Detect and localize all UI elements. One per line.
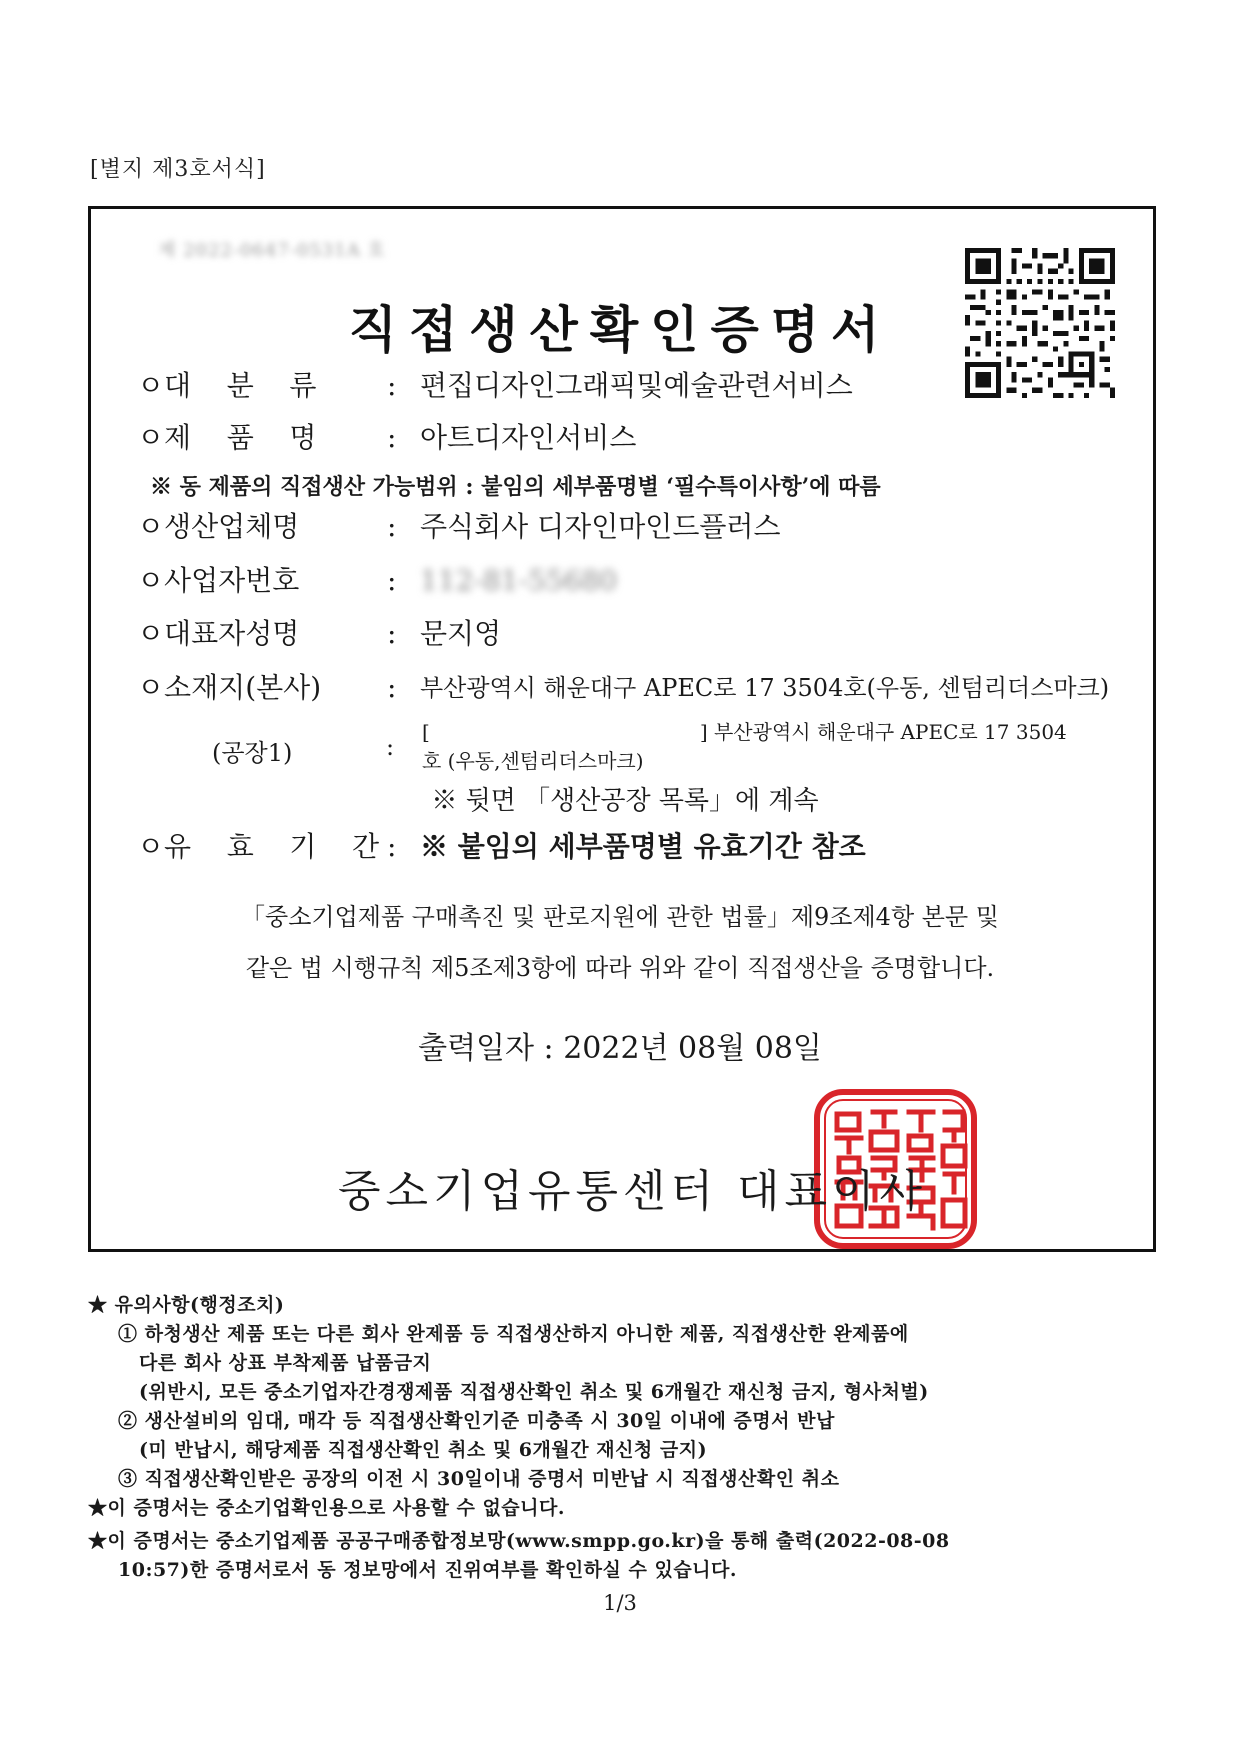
field-colon: : xyxy=(387,369,397,402)
field-colon: : xyxy=(387,564,397,597)
statement-line-1: 「중소기업제품 구매촉진 및 판로지원에 관한 법률」제9조제4항 본문 및 xyxy=(241,903,999,931)
field-value: 부산광역시 해운대구 APEC로 17 3504호(우동, 센텀리더스마크) xyxy=(420,674,1110,702)
factory-label: (공장1) xyxy=(212,739,293,767)
field-label: ㅇ생산업체명 xyxy=(137,510,300,543)
field-label: ㅇ대표자성명 xyxy=(137,617,300,650)
factory-address-line1: 부산광역시 해운대구 APEC로 17 3504 xyxy=(713,720,1067,744)
field-colon: : xyxy=(387,421,397,454)
field-label: ㅇ사업자번호 xyxy=(137,564,300,597)
field-label: ㅇ대 분 류 xyxy=(137,369,317,402)
statement-line-2: 같은 법 시행규칙 제5조제3항에 따라 위와 같이 직접생산을 증명합니다. xyxy=(245,954,995,982)
field-label: ㅇ유 효 기 간 xyxy=(137,830,380,863)
notice-item: 다른 회사 상표 부착제품 납품금지 xyxy=(139,1352,432,1374)
notice-item: (미 반납시, 해당제품 직접생산확인 취소 및 6개월간 재신청 금지) xyxy=(139,1439,708,1461)
business-number-value: 112-81-55680 xyxy=(420,564,618,597)
continued-note: ※ 뒷면 「생산공장 목록」에 계속 xyxy=(431,786,819,816)
field-colon: : xyxy=(387,671,397,704)
star-note: ★이 증명서는 중소기업확인용으로 사용할 수 없습니다. xyxy=(88,1497,565,1519)
validity-value: ※ 붙임의 세부품명별 유효기간 참조 xyxy=(420,830,866,863)
page-number: 1/3 xyxy=(603,1591,637,1615)
factory-address-line2: 호 (우동,센텀리더스마크) xyxy=(422,749,644,773)
notice-item: ① 하청생산 제품 또는 다른 회사 완제품 등 직접생산하지 아니한 제품, 직접생산한 완제품에 xyxy=(118,1323,909,1345)
document-number: 제 2022-0647-0531A 호 xyxy=(158,240,386,261)
field-label: ㅇ소재지(본사) xyxy=(137,671,322,704)
factory-address xyxy=(422,718,1102,776)
certificate-title: 직접생산확인증명서 xyxy=(348,300,892,359)
field-colon: : xyxy=(387,830,397,863)
field-value: 문지영 xyxy=(420,617,502,650)
bracket-open: [ xyxy=(422,720,430,744)
field-label: ㅇ제 품 명 xyxy=(137,421,317,454)
star-note: ★이 증명서는 중소기업제품 공공구매종합정보망(www.smpp.go.kr)을 통해 출력(2022-08-08 xyxy=(88,1530,950,1552)
factory-colon: : xyxy=(386,733,395,761)
notice-item: (위반시, 모든 중소기업자간경쟁제품 직접생산확인 취소 및 6개월간 재신청 금지, 형사처벌) xyxy=(139,1381,929,1403)
field-colon: : xyxy=(387,617,397,650)
field-value: 아트디자인서비스 xyxy=(420,421,637,454)
form-label: [별지 제3호서식] xyxy=(90,157,266,182)
field-colon: : xyxy=(387,510,397,543)
bracket-close: ] xyxy=(699,720,708,744)
notice-title: ★ 유의사항(행정조치) xyxy=(88,1294,285,1316)
notice-item: ② 생산설비의 임대, 매각 등 직접생산확인기준 미충족 시 30일 이내에 증명서 반납 xyxy=(118,1410,835,1432)
notice-item: ③ 직접생산확인받은 공장의 이전 시 30일이내 증명서 미반납 시 직접생산확인 취소 xyxy=(118,1468,840,1490)
star-note-continued: 10:57)한 증명서로서 동 정보망에서 진위여부를 확인하실 수 있습니다. xyxy=(118,1559,738,1581)
print-date: 출력일자 : 2022년 08월 08일 xyxy=(418,1031,822,1066)
issuer-name: 중소기업유통센터 대표이사 xyxy=(338,1166,928,1217)
production-scope-note: ※ 동 제품의 직접생산 가능범위 : 붙임의 세부품명별 ‘필수특이사항’에 따름 xyxy=(150,474,881,500)
field-value: 주식회사 디자인마인드플러스 xyxy=(420,510,781,543)
field-value: 편집디자인그래픽및예술관련서비스 xyxy=(420,369,853,402)
